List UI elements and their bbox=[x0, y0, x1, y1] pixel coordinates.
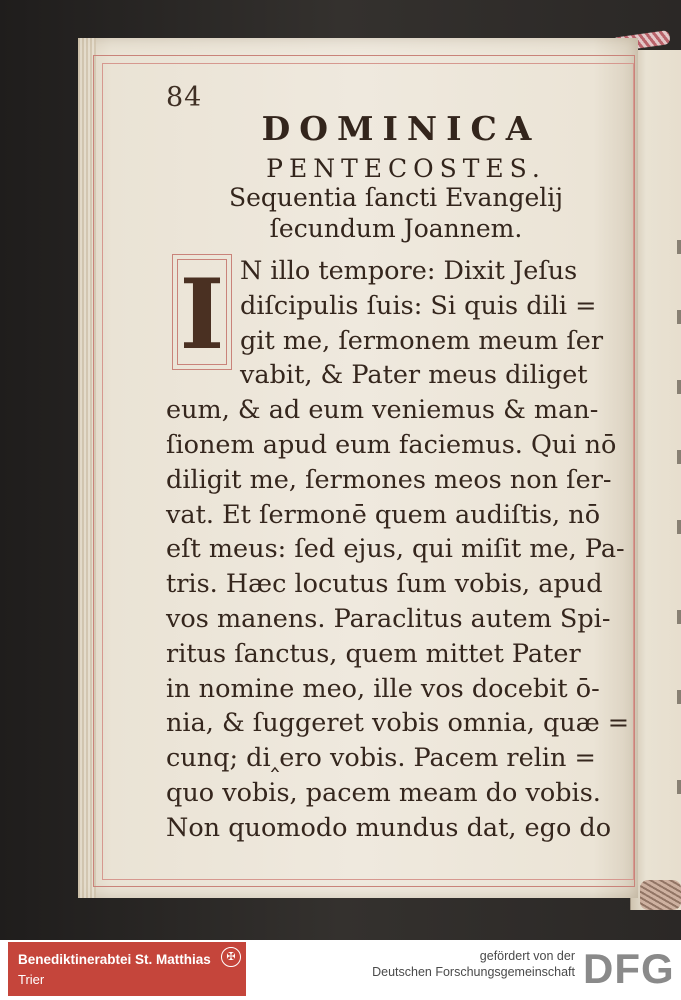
text-line: vos manens. Paraclitus autem Spi- bbox=[166, 603, 611, 634]
initial-letter: I bbox=[179, 258, 225, 371]
abbey-logo-icon: ✠ bbox=[221, 947, 241, 967]
page-title: DOMINICA bbox=[261, 109, 541, 148]
facing-page-glyph bbox=[677, 450, 681, 464]
text-line: vabit, & Pater meus diliget bbox=[240, 360, 588, 391]
text-line: eum, & ad eum veniemus & man- bbox=[166, 395, 599, 426]
text-line: git me, ſermonem meum ſer bbox=[240, 325, 604, 356]
text-line: diligit me, ſermones meos non ſer- bbox=[166, 464, 612, 495]
funding-line: gefördert von der bbox=[479, 949, 575, 963]
text-line: cunq; di‸ero vobis. Pacem relin = bbox=[166, 743, 596, 774]
text-line: eſt meus: ſed ejus, qui miſit me, Pa- bbox=[166, 534, 625, 565]
text-line: diſcipulis ſuis: Si quis dili = bbox=[240, 290, 597, 321]
facing-page-glyph bbox=[677, 240, 681, 254]
text-line: tris. Hæc locutus ſum vobis, apud bbox=[166, 569, 603, 600]
gospel-heading bbox=[176, 182, 616, 244]
page-number: 84 bbox=[166, 82, 203, 113]
facing-page-glyph bbox=[677, 380, 681, 394]
text-line: in nomine meo, ille vos docebit ō- bbox=[166, 673, 600, 704]
text-line: vat. Et ſermonē quem audiſtis, nō bbox=[166, 499, 601, 530]
text-line: nia, & ſuggeret vobis omnia, quæ = bbox=[166, 708, 630, 739]
facing-page-glyph bbox=[677, 520, 681, 534]
institution-name: Benediktinerabtei St. Matthias bbox=[18, 952, 211, 967]
text-line: quo vobis, pacem meam do vobis. bbox=[166, 777, 601, 808]
text-line: Non quomodo mundus dat, ego do bbox=[166, 812, 612, 843]
funding-note bbox=[330, 948, 575, 980]
funding-line: Deutschen Forschungsgemeinschaft bbox=[372, 965, 575, 979]
binding-thread-bottom bbox=[640, 880, 681, 910]
facing-page-glyph bbox=[677, 690, 681, 704]
gospel-heading-line: Sequentia ſancti Evangelij bbox=[229, 183, 563, 212]
text-line: N illo tempore: Dixit Jeſus bbox=[240, 256, 578, 286]
text-line: ritus ſanctus, quem mittet Pater bbox=[166, 638, 581, 669]
facing-page-glyph bbox=[677, 310, 681, 324]
dfg-logo[interactable]: DFG bbox=[583, 945, 675, 992]
facing-page-glyph bbox=[677, 780, 681, 794]
gospel-heading-line: ſecundum Joannem. bbox=[269, 214, 523, 243]
institution-banner[interactable] bbox=[8, 942, 246, 996]
institution-city: Trier bbox=[18, 972, 45, 987]
text-line: ſionem apud eum faciemus. Qui nō bbox=[166, 429, 617, 460]
body-text bbox=[166, 254, 630, 846]
page-subtitle: PENTECOSTES. bbox=[266, 154, 546, 183]
page-edges bbox=[78, 38, 96, 898]
facing-page-glyph bbox=[677, 610, 681, 624]
